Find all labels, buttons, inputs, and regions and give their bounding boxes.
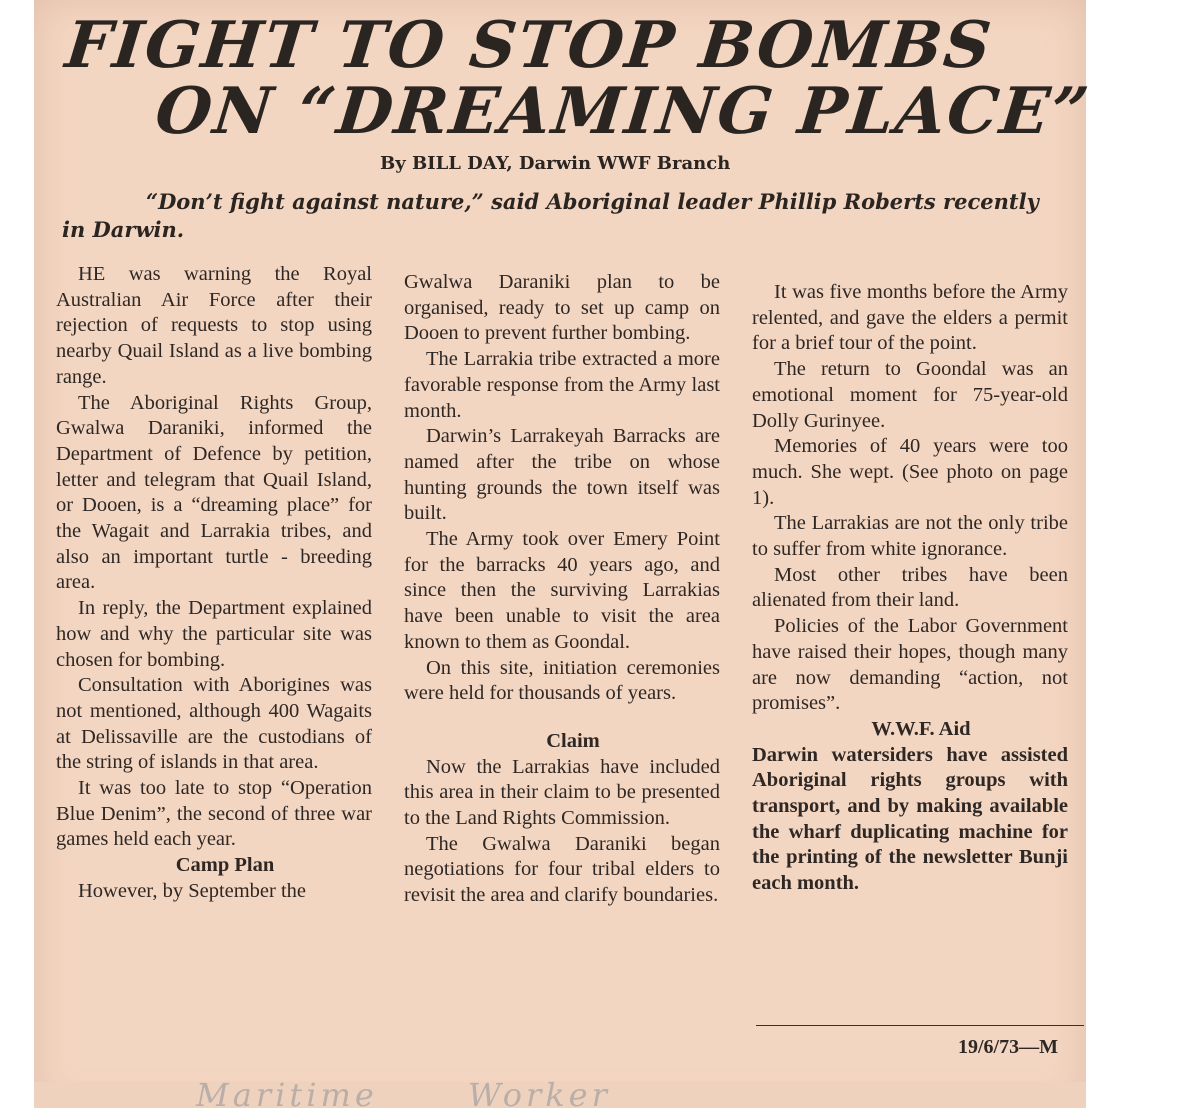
article-column-1 (56, 262, 372, 905)
paragraph: The return to Goondal was an emotional moment for 75-year-old Dolly Gurinyee. (752, 358, 1068, 432)
paragraph: It was five months before the Army relented, and gave the elders a permit for a brief tour of the point. (752, 281, 1068, 355)
paragraph: Darwin watersiders have assisted Aboriginal rights groups with transport, and by making available the wharf duplicating machine for the printing of the newsletter Bunji each month. (752, 743, 1068, 895)
end-rule (756, 1025, 1084, 1026)
paragraph: HE was warning the Royal Australian Air Force after their rejection of requests to stop using nearby Quail Island as a live bombing range. (56, 263, 372, 388)
paragraph: Now the Larrakias have included this area in their claim to be presented to the Land Rights Commission. (404, 755, 720, 830)
subheading-claim: Claim (546, 729, 600, 752)
article-column-3 (752, 280, 1068, 897)
paragraph: Consultation with Aborigines was not mentioned, although 400 Wagaits at Delissaville are the custodians of the string of islands in that area. (56, 674, 372, 774)
paragraph: The Larrakia tribe extracted a more favorable response from the Army last month. (404, 348, 720, 422)
paragraph: The Larrakias are not the only tribe to suffer from white ignorance. (752, 512, 1068, 561)
paragraph: The Army took over Emery Point for the barracks 40 years ago, and since then the surviving Larrakias have been unable to visit the area known to them as Goondal. (404, 528, 720, 653)
paragraph: On this site, initiation ceremonies were held for thousands of years. (404, 656, 720, 705)
paragraph: Memories of 40 years were too much. She wept. (See photo on page 1). (752, 435, 1068, 509)
handwritten-note-1: Maritime (196, 1076, 378, 1114)
dateline: 19/6/73—M (958, 1036, 1058, 1058)
paragraph: In reply, the Department explained how and why the particular site was chosen for bombing. (56, 597, 372, 671)
byline: By BILL DAY, Darwin WWF Branch (380, 153, 731, 174)
paragraph: Most other tribes have been alienated from their land. (752, 563, 1068, 612)
paragraph: The Aboriginal Rights Group, Gwalwa Daraniki, informed the Department of Defence by petition, letter and telegram that Quail Island, or Dooen, is a “dreaming place” for the Wagait and Larrakia tribes, and also an important turtle - breeding area. (56, 391, 372, 594)
paragraph: Policies of the Labor Government have raised their hopes, though many are now demanding “action, not promises”. (752, 615, 1068, 715)
paragraph: It was too late to stop “Operation Blue Denim”, the second of three war games held each year. (56, 777, 372, 851)
paragraph: The Gwalwa Daraniki began negotiations for four tribal elders to revisit the area and clarify boundaries. (404, 832, 720, 907)
paragraph: Darwin’s Larrakeyah Barracks are named after the tribe on whose hunting grounds the town itself was built. (404, 425, 720, 525)
subheading-camp-plan: Camp Plan (175, 854, 275, 877)
headline-line-1: FIGHT TO STOP BOMBS (62, 8, 997, 83)
paragraph: Gwalwa Daraniki plan to be organised, ready to set up camp on Dooen to prevent further bombing. (404, 271, 720, 345)
paragraph: However, by September the (78, 879, 307, 902)
scan-margin (1086, 0, 1181, 1108)
article-column-2 (404, 270, 720, 909)
handwritten-note-2: Worker (468, 1076, 611, 1114)
headline-line-2: ON “DREAMING PLACE” (152, 74, 1094, 149)
subheading-wwf-aid: W.W.F. Aid (871, 717, 971, 740)
lead-quote: “Don’t fight against nature,” said Aboriginal leader Phillip Roberts recently in Darwin. (62, 189, 1039, 242)
